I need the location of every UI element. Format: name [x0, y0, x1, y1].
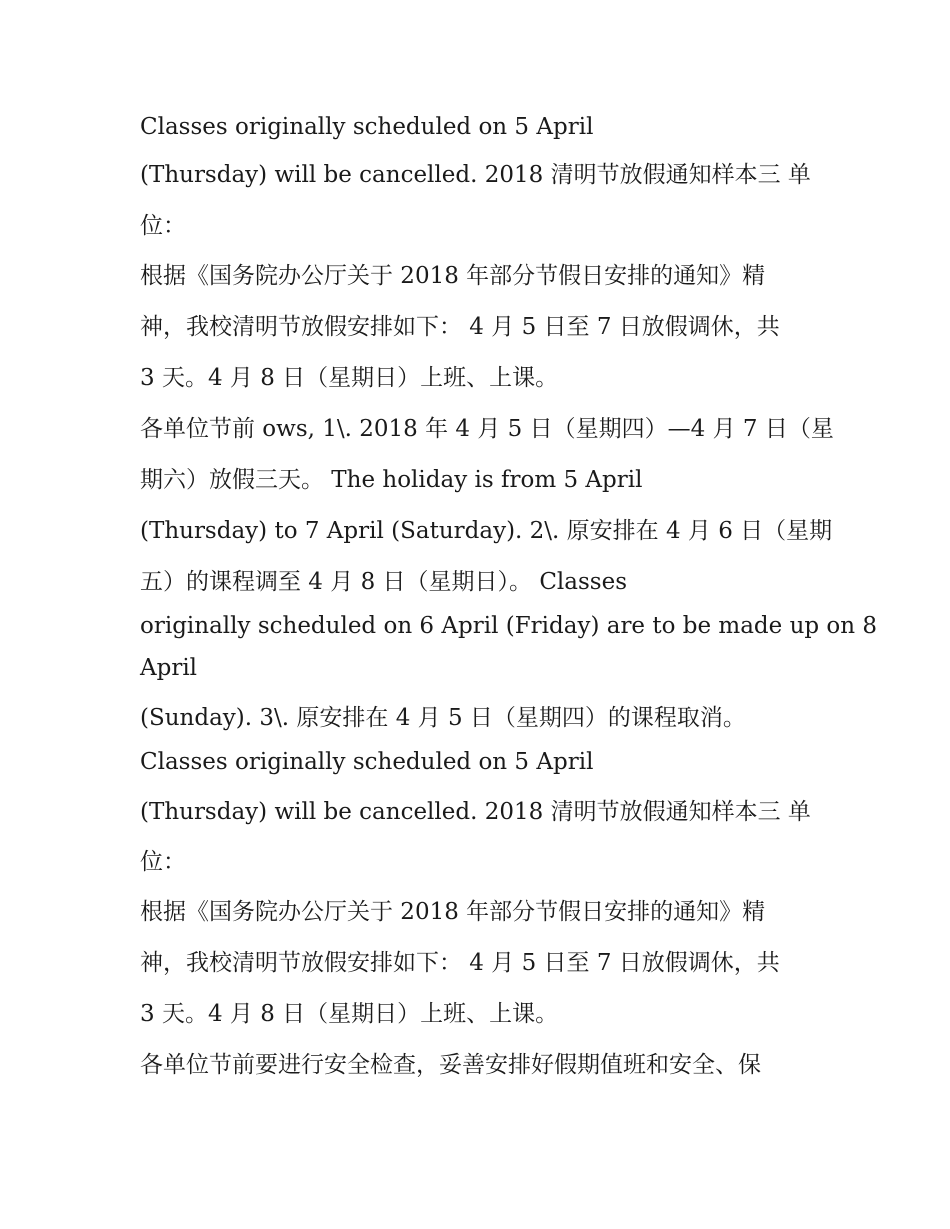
text-line: (Thursday) to 7 April (Saturday). 2\. 原安排在 4 月 6 日（星期 [140, 518, 833, 544]
text-line: (Thursday) will be cancelled. 2018 清明节放假通知样本三 单 [140, 162, 811, 188]
text-line: 根据《国务院办公厅关于 2018 年部分节假日安排的通知》精 [140, 899, 766, 925]
text-line: originally scheduled on 6 April (Friday) are to be made up on 8 [140, 613, 878, 639]
text-line: 各单位节前 ows, 1\. 2018 年 4 月 5 日（星期四）—4 月 7 日（星 [140, 416, 834, 442]
text-line: 3 天。4 月 8 日（星期日）上班、上课。 [140, 365, 559, 391]
text-line: 期六）放假三天。 The holiday is from 5 April [140, 467, 643, 493]
text-line: 3 天。4 月 8 日（星期日）上班、上课。 [140, 1001, 559, 1027]
text-line: Classes originally scheduled on 5 April [140, 114, 594, 140]
text-line: 五）的课程调至 4 月 8 日（星期日）。 Classes [140, 569, 628, 595]
text-line: (Sunday). 3\. 原安排在 4 月 5 日（星期四）的课程取消。 [140, 705, 746, 731]
text-line: 位： [140, 849, 186, 875]
text-line: 各单位节前要进行安全检查，妥善安排好假期值班和安全、保 [140, 1052, 761, 1078]
text-line: Classes originally scheduled on 5 April [140, 749, 594, 775]
text-line: 根据《国务院办公厅关于 2018 年部分节假日安排的通知》精 [140, 263, 766, 289]
text-line: April [140, 655, 198, 681]
text-line: (Thursday) will be cancelled. 2018 清明节放假通知样本三 单 [140, 799, 811, 825]
text-line: 位： [140, 213, 186, 239]
text-line: 神，我校清明节放假安排如下： 4 月 5 日至 7 日放假调休，共 [140, 950, 780, 976]
text-line: 神，我校清明节放假安排如下： 4 月 5 日至 7 日放假调休，共 [140, 314, 780, 340]
